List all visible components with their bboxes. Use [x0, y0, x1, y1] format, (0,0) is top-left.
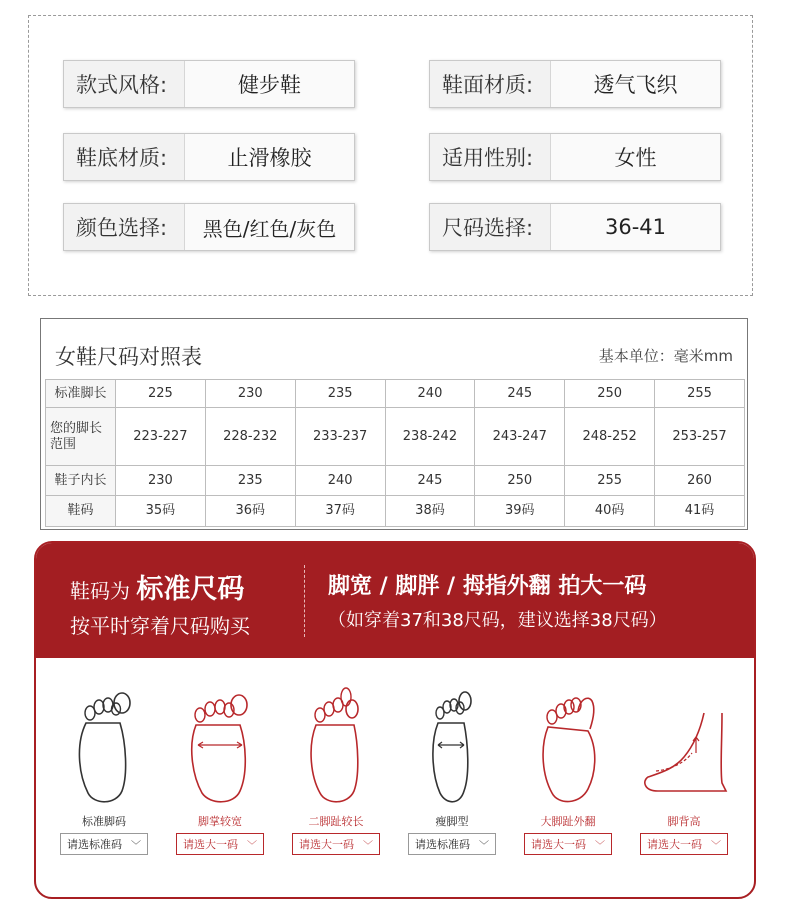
foot-label: 脚背高 [667, 815, 701, 828]
row-header: 鞋码 [46, 496, 116, 527]
thin-foot-icon [402, 683, 502, 808]
foot-type-high-instep [634, 683, 734, 883]
select-value: 请选大一码 [647, 838, 702, 851]
spec-size-range [429, 203, 721, 251]
table-cell: 36码 [205, 496, 295, 527]
spec-sole-material [63, 133, 355, 181]
foot-type-standard [54, 683, 154, 883]
spec-label: 鞋底材质: [76, 146, 168, 170]
table-row [46, 496, 745, 527]
size-chart-unit: 基本单位：毫米mm [598, 347, 733, 365]
table-cell: 230 [205, 380, 295, 408]
chevron-down-icon: ﹀ [247, 840, 257, 852]
note-prefix: 鞋码为 [70, 579, 130, 603]
spec-value: 健步鞋 [184, 61, 354, 107]
table-cell: 243-247 [475, 408, 565, 466]
row-header: 鞋子内长 [46, 466, 116, 496]
select-value: 请选大一码 [531, 838, 586, 851]
foot-type-long-second-toe [286, 683, 386, 883]
table-cell: 245 [475, 380, 565, 408]
table-cell: 41码 [655, 496, 745, 527]
row-header: 您的脚长 范围 [46, 408, 116, 466]
table-cell: 235 [295, 380, 385, 408]
spec-value: 透气飞织 [550, 61, 720, 107]
foot-label: 瘦脚型 [435, 815, 469, 828]
foot-type-wide [170, 683, 270, 883]
spec-label: 颜色选择: [76, 216, 168, 240]
spec-value: 36-41 [550, 204, 720, 250]
sizing-guide-panel [34, 541, 756, 899]
size-select[interactable] [640, 833, 728, 855]
chevron-down-icon: ﹀ [479, 840, 489, 852]
banner-divider [304, 565, 305, 637]
spec-label: 鞋面材质: [442, 73, 534, 97]
table-cell: 240 [295, 466, 385, 496]
product-spec-panel [28, 15, 753, 296]
table-cell: 240 [385, 380, 475, 408]
row-header: 标准脚长 [46, 380, 116, 408]
size-select[interactable] [60, 833, 148, 855]
size-chart-table [45, 379, 745, 527]
wide-foot-icon [170, 683, 270, 808]
chevron-down-icon: ﹀ [363, 840, 373, 852]
table-cell: 250 [565, 380, 655, 408]
spec-style [63, 60, 355, 108]
size-select[interactable] [408, 833, 496, 855]
spec-value: 黑色/红色/灰色 [184, 204, 354, 250]
table-cell: 35码 [116, 496, 206, 527]
chevron-down-icon: ﹀ [711, 840, 721, 852]
size-up-note [328, 569, 728, 632]
foot-label: 二脚趾较长 [308, 815, 364, 828]
table-cell: 238-242 [385, 408, 475, 466]
table-cell: 37码 [295, 496, 385, 527]
bunion-foot-icon [518, 683, 618, 808]
foot-label: 脚掌较宽 [198, 815, 242, 828]
spec-upper-material [429, 60, 721, 108]
size-up-example: （如穿着37和38尺码，建议选择38尺码） [328, 610, 667, 631]
table-cell: 235 [205, 466, 295, 496]
size-select[interactable] [176, 833, 264, 855]
table-cell: 255 [565, 466, 655, 496]
table-cell: 248-252 [565, 408, 655, 466]
select-value: 请选标准码 [67, 838, 122, 851]
spec-value: 止滑橡胶 [184, 134, 354, 180]
note-line2: 按平时穿着尺码购买 [70, 614, 250, 638]
size-select[interactable] [292, 833, 380, 855]
table-cell: 40码 [565, 496, 655, 527]
table-cell: 230 [116, 466, 206, 496]
table-cell: 228-232 [205, 408, 295, 466]
table-row [46, 408, 745, 466]
select-value: 请选标准码 [415, 838, 470, 851]
spec-color [63, 203, 355, 251]
table-cell: 250 [475, 466, 565, 496]
spec-label: 适用性别: [442, 146, 534, 170]
table-cell: 245 [385, 466, 475, 496]
foot-type-bunion [518, 683, 618, 883]
table-cell: 39码 [475, 496, 565, 527]
select-value: 请选大一码 [183, 838, 238, 851]
spec-value: 女性 [550, 134, 720, 180]
note-emphasis: 标准尺码 [136, 574, 245, 605]
size-chart-title: 女鞋尺码对照表 [55, 345, 202, 369]
spec-gender [429, 133, 721, 181]
chevron-down-icon: ﹀ [595, 840, 605, 852]
spec-label: 尺码选择: [442, 216, 534, 240]
chevron-down-icon: ﹀ [131, 840, 141, 852]
high-instep-icon [634, 683, 734, 808]
guide-banner [36, 543, 754, 658]
foot-label: 大脚趾外翻 [540, 815, 596, 828]
table-cell: 253-257 [655, 408, 745, 466]
spec-label: 款式风格: [76, 73, 168, 97]
size-select[interactable] [524, 833, 612, 855]
size-chart [40, 318, 748, 530]
size-up-heading: 脚宽 / 脚胖 / 拇指外翻 拍大一码 [328, 574, 647, 599]
table-cell: 38码 [385, 496, 475, 527]
table-cell: 225 [116, 380, 206, 408]
table-cell: 233-237 [295, 408, 385, 466]
standard-size-note [70, 567, 250, 639]
table-cell: 223-227 [116, 408, 206, 466]
table-row [46, 466, 745, 496]
foot-label: 标准脚码 [82, 815, 126, 828]
table-cell: 255 [655, 380, 745, 408]
foot-type-thin [402, 683, 502, 883]
select-value: 请选大一码 [299, 838, 354, 851]
long-second-toe-icon [286, 683, 386, 808]
standard-foot-icon [54, 683, 154, 808]
table-cell: 260 [655, 466, 745, 496]
table-row [46, 380, 745, 408]
